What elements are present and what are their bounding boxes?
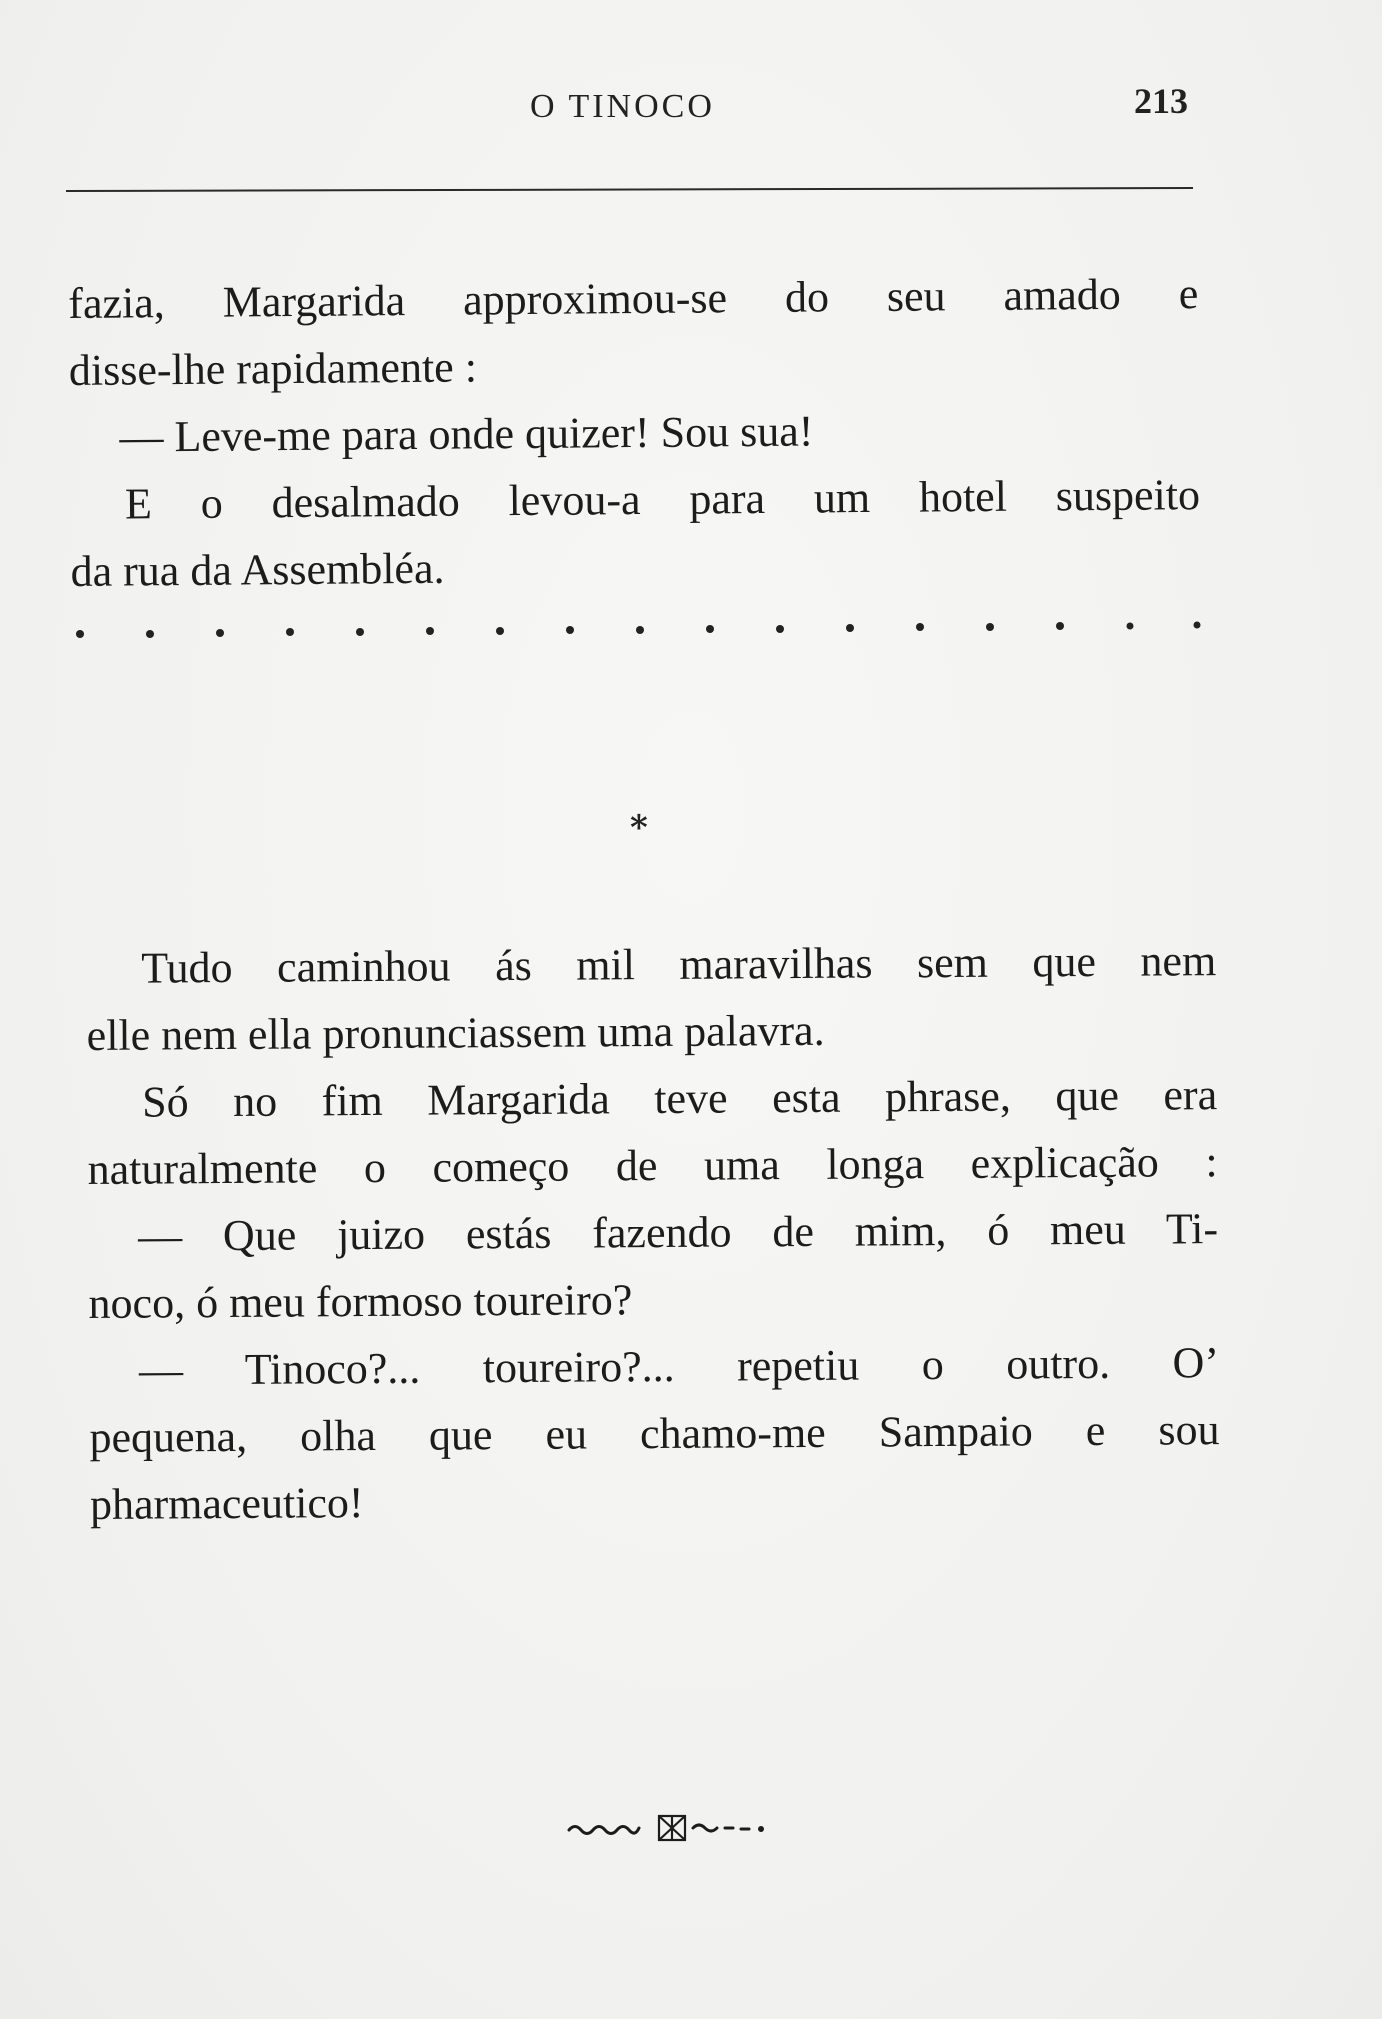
text-line: Tudo caminhou ás mil maravilhas sem que nem (141, 936, 1217, 993)
text-line: da rua da Assembléa. (70, 543, 445, 596)
text-line: pequena, olha que eu chamo-me Sampaio e sou (89, 1405, 1220, 1462)
page-number: 213 (1134, 81, 1188, 121)
text-line: pharmaceutico! (89, 1478, 364, 1529)
text-block-top (68, 260, 1201, 605)
text-line: — Que juizo estás fazendo de mim, ó meu Ti- (137, 1204, 1219, 1261)
text-line: elle nem ella pronunciassem uma palavra. (86, 1005, 825, 1060)
dot-leader-icon (60, 610, 1210, 650)
text-line: E o desalmado levou-a para um hotel suspeito (124, 470, 1201, 529)
text-block-bottom (86, 927, 1220, 1538)
running-title: O TINOCO (530, 88, 715, 125)
tailpiece-ornament-icon (565, 1808, 775, 1848)
text-line: noco, ó meu formoso toureiro? (88, 1275, 633, 1328)
text-line: fazia, Margarida approximou-se do seu amado e (68, 269, 1199, 328)
header-rule (66, 187, 1193, 192)
section-asterism: * (630, 808, 648, 848)
text-line: — Tinoco?... toureiro?... repetiu o outro. O’ (138, 1338, 1220, 1395)
text-line: disse-lhe rapidamente : (68, 342, 478, 395)
text-line: naturalmente o começo de uma longa explicação : (87, 1137, 1218, 1194)
text-line: Só no fim Margarida teve esta phrase, que era (141, 1070, 1218, 1127)
text-line: — Leve-me para onde quizer! Sou sua! (119, 406, 814, 462)
